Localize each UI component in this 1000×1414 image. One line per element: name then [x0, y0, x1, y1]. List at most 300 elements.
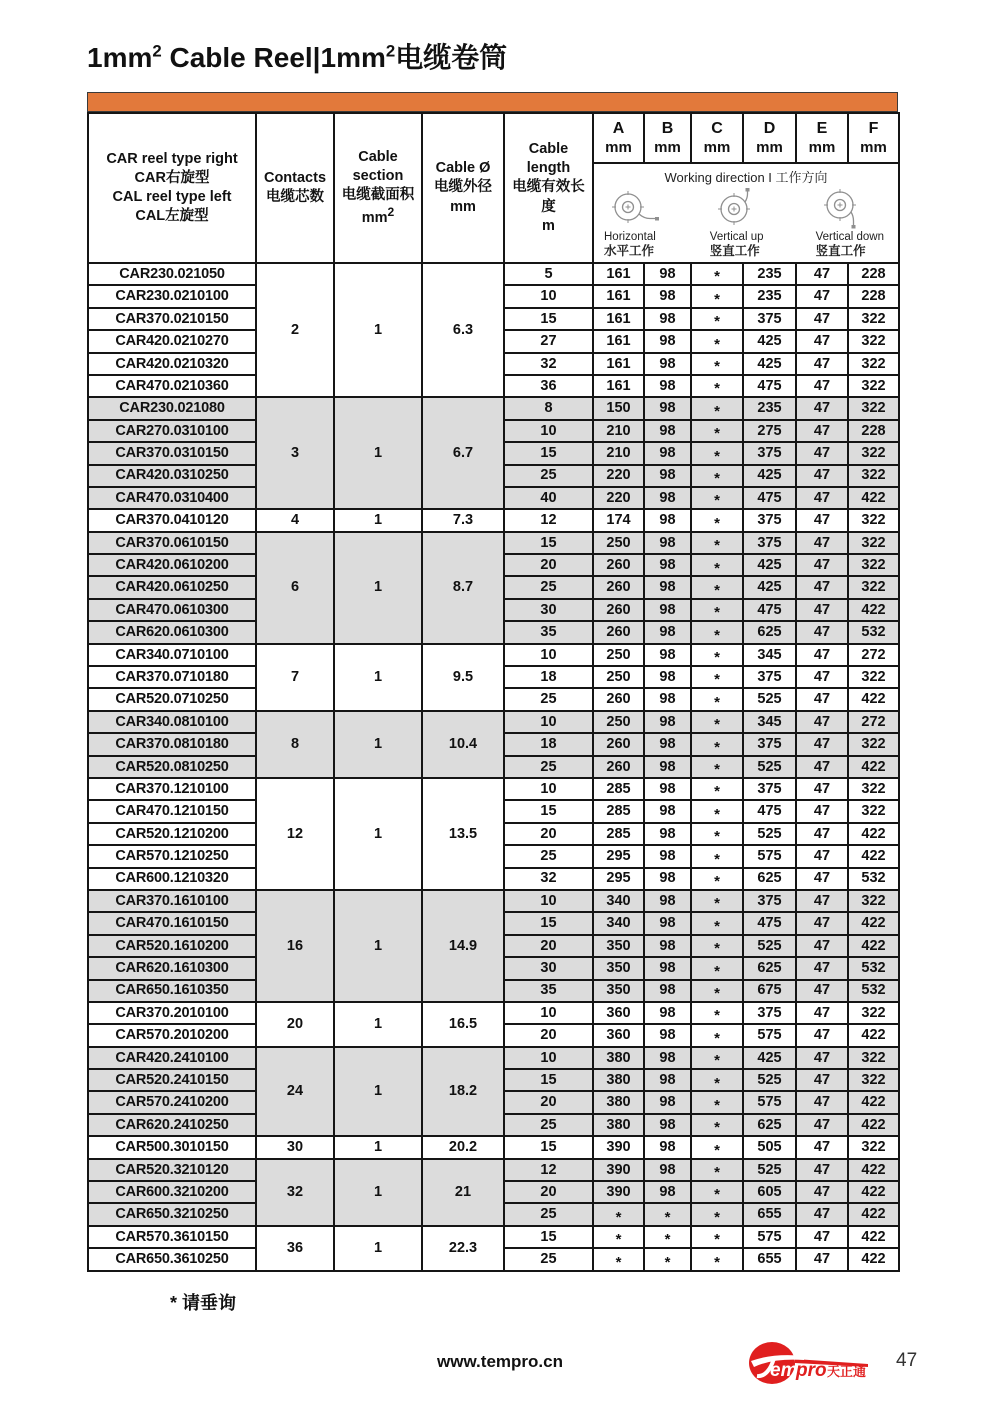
- dim-a-cell: 340: [593, 912, 644, 934]
- dim-c-cell: *: [691, 442, 743, 464]
- dim-c-cell: *: [691, 1069, 743, 1091]
- dim-a-cell: 390: [593, 1181, 644, 1203]
- dim-b-cell: *: [644, 1248, 691, 1270]
- dim-f-cell: 322: [848, 397, 899, 419]
- dim-d-cell: 575: [743, 1024, 796, 1046]
- dim-f-cell: 322: [848, 442, 899, 464]
- length-cell: 15: [504, 1226, 593, 1248]
- dim-b-cell: 98: [644, 800, 691, 822]
- dim-b-cell: 98: [644, 576, 691, 598]
- dim-b-cell: 98: [644, 823, 691, 845]
- model-cell: CAR500.3010150: [88, 1136, 256, 1158]
- dim-a-cell: 285: [593, 800, 644, 822]
- dim-b-cell: *: [644, 1203, 691, 1225]
- diameter-cell: 6.7: [422, 397, 504, 509]
- contacts-cell: 12: [256, 778, 334, 890]
- dim-d-cell: 655: [743, 1203, 796, 1225]
- diameter-cell: 7.3: [422, 509, 504, 531]
- dim-d-cell: 575: [743, 845, 796, 867]
- dim-d-cell: 275: [743, 420, 796, 442]
- dim-f-cell: 322: [848, 1002, 899, 1024]
- dim-c-cell: *: [691, 576, 743, 598]
- model-cell: CAR230.021080: [88, 397, 256, 419]
- dim-b-cell: 98: [644, 353, 691, 375]
- dim-e-cell: 47: [796, 397, 848, 419]
- model-cell: CAR470.0610300: [88, 599, 256, 621]
- dim-c-cell: *: [691, 621, 743, 643]
- dim-f-cell: 272: [848, 644, 899, 666]
- website-text: www.tempro.cn: [437, 1352, 563, 1371]
- model-cell: CAR370.0710180: [88, 666, 256, 688]
- model-cell: CAR650.3210250: [88, 1203, 256, 1225]
- length-cell: 10: [504, 890, 593, 912]
- dim-c-cell: *: [691, 890, 743, 912]
- dim-e-cell: 47: [796, 845, 848, 867]
- length-cell: 30: [504, 599, 593, 621]
- table-row: [88, 890, 899, 912]
- diameter-cell: 13.5: [422, 778, 504, 890]
- dim-a-cell: 161: [593, 330, 644, 352]
- dim-a-cell: 380: [593, 1114, 644, 1136]
- dim-c-cell: *: [691, 509, 743, 531]
- dim-e-cell: 47: [796, 353, 848, 375]
- dim-a-cell: 260: [593, 599, 644, 621]
- dim-e-cell: 47: [796, 532, 848, 554]
- dim-b-cell: 98: [644, 688, 691, 710]
- dim-b-cell: 98: [644, 397, 691, 419]
- model-cell: CAR570.1210250: [88, 845, 256, 867]
- length-cell: 20: [504, 823, 593, 845]
- model-cell: CAR650.1610350: [88, 980, 256, 1002]
- working-direction-block: [593, 163, 899, 263]
- section-cell: 1: [334, 890, 422, 1002]
- diameter-cell: 9.5: [422, 644, 504, 711]
- model-cell: CAR470.0210360: [88, 375, 256, 397]
- dim-column-header-b: B mm: [644, 113, 691, 163]
- model-cell: CAR620.0610300: [88, 621, 256, 643]
- dim-b-cell: 98: [644, 890, 691, 912]
- dim-d-cell: 375: [743, 308, 796, 330]
- dim-a-cell: 210: [593, 442, 644, 464]
- dim-b-cell: 98: [644, 980, 691, 1002]
- length-cell: 27: [504, 330, 593, 352]
- model-cell: CAR470.1210150: [88, 800, 256, 822]
- length-cell: 10: [504, 285, 593, 307]
- dim-a-cell: 220: [593, 465, 644, 487]
- length-cell: 20: [504, 554, 593, 576]
- section-cell: 1: [334, 532, 422, 644]
- length-cell: 25: [504, 1114, 593, 1136]
- dim-f-cell: 532: [848, 980, 899, 1002]
- dim-a-cell: 285: [593, 778, 644, 800]
- model-cell: CAR620.1610300: [88, 957, 256, 979]
- table-row: [88, 397, 899, 419]
- dim-d-cell: 235: [743, 285, 796, 307]
- dim-e-cell: 47: [796, 890, 848, 912]
- vertical-up-reel-icon: [710, 187, 768, 231]
- dim-d-cell: 345: [743, 644, 796, 666]
- dim-a-cell: 161: [593, 308, 644, 330]
- length-cell: 15: [504, 1136, 593, 1158]
- diameter-cell: 8.7: [422, 532, 504, 644]
- dim-e-cell: 47: [796, 644, 848, 666]
- dim-f-cell: 228: [848, 285, 899, 307]
- dim-f-cell: 228: [848, 420, 899, 442]
- tempro-logo: [747, 1336, 873, 1397]
- contacts-cell: 8: [256, 711, 334, 778]
- dim-a-cell: 350: [593, 980, 644, 1002]
- dim-a-cell: 340: [593, 890, 644, 912]
- dim-c-cell: *: [691, 1024, 743, 1046]
- model-cell: CAR370.0210150: [88, 308, 256, 330]
- dim-f-cell: 422: [848, 1159, 899, 1181]
- dim-e-cell: 47: [796, 1226, 848, 1248]
- contacts-cell: 32: [256, 1159, 334, 1226]
- dim-e-cell: 47: [796, 823, 848, 845]
- dim-a-cell: 260: [593, 576, 644, 598]
- working-direction-vertical-up: Vertical up 竖直工作: [710, 187, 768, 259]
- dim-b-cell: 98: [644, 1136, 691, 1158]
- contacts-column-header: Contacts 电缆芯数: [256, 113, 334, 263]
- dim-b-cell: 98: [644, 733, 691, 755]
- dim-c-cell: *: [691, 308, 743, 330]
- dim-e-cell: 47: [796, 1136, 848, 1158]
- length-cell: 32: [504, 868, 593, 890]
- footnote: * 请垂询: [170, 1293, 237, 1313]
- section-cell: 1: [334, 711, 422, 778]
- dim-c-cell: *: [691, 397, 743, 419]
- length-cell: 15: [504, 442, 593, 464]
- dim-c-cell: *: [691, 756, 743, 778]
- dim-b-cell: 98: [644, 1047, 691, 1069]
- dim-a-cell: 360: [593, 1002, 644, 1024]
- dim-c-cell: *: [691, 1181, 743, 1203]
- dim-e-cell: 47: [796, 442, 848, 464]
- model-cell: CAR340.0810100: [88, 711, 256, 733]
- vertical-down-reel-icon: [816, 187, 874, 231]
- dim-f-cell: 322: [848, 509, 899, 531]
- length-cell: 12: [504, 509, 593, 531]
- dim-b-cell: 98: [644, 1069, 691, 1091]
- dim-c-cell: *: [691, 644, 743, 666]
- dim-e-cell: 47: [796, 1114, 848, 1136]
- dim-a-cell: 295: [593, 868, 644, 890]
- contacts-cell: 6: [256, 532, 334, 644]
- logo-em-text: em: [770, 1360, 798, 1381]
- diameter-cell: 16.5: [422, 1002, 504, 1047]
- dim-b-cell: 98: [644, 308, 691, 330]
- contacts-cell: 36: [256, 1226, 334, 1271]
- dim-c-cell: *: [691, 330, 743, 352]
- spec-table: [87, 112, 900, 1272]
- dim-d-cell: 525: [743, 1159, 796, 1181]
- dim-d-cell: 655: [743, 1248, 796, 1270]
- dim-c-cell: *: [691, 711, 743, 733]
- page-title: $1mm^2$ Cable $Reel|1mm^2$电缆卷筒: [87, 41, 508, 73]
- dim-d-cell: 525: [743, 1069, 796, 1091]
- diameter-cell: 22.3: [422, 1226, 504, 1271]
- model-cell: CAR650.3610250: [88, 1248, 256, 1270]
- contacts-cell: 20: [256, 1002, 334, 1047]
- model-cell: CAR370.0610150: [88, 532, 256, 554]
- dim-e-cell: 47: [796, 800, 848, 822]
- model-cell: CAR520.0810250: [88, 756, 256, 778]
- dim-b-cell: 98: [644, 375, 691, 397]
- dim-c-cell: *: [691, 1136, 743, 1158]
- dim-d-cell: 475: [743, 912, 796, 934]
- table-row: [88, 644, 899, 666]
- dim-a-cell: 285: [593, 823, 644, 845]
- model-cell: CAR370.0410120: [88, 509, 256, 531]
- dim-c-cell: *: [691, 1248, 743, 1270]
- dim-e-cell: 47: [796, 957, 848, 979]
- dim-b-cell: 98: [644, 711, 691, 733]
- dim-e-cell: 47: [796, 263, 848, 285]
- dim-b-cell: 98: [644, 465, 691, 487]
- dim-b-cell: 98: [644, 442, 691, 464]
- dim-c-cell: *: [691, 733, 743, 755]
- length-cell: 12: [504, 1159, 593, 1181]
- logo-cn-text: 天正通: [827, 1364, 867, 1379]
- dim-c-cell: *: [691, 688, 743, 710]
- section-cell: 1: [334, 778, 422, 890]
- length-column-header: Cable length 电缆有效长 度 m: [504, 113, 593, 263]
- dim-d-cell: 375: [743, 890, 796, 912]
- dim-f-cell: 532: [848, 621, 899, 643]
- horizontal-reel-icon: [604, 187, 662, 231]
- dim-c-cell: *: [691, 1091, 743, 1113]
- section-cell: 1: [334, 1047, 422, 1137]
- dim-d-cell: 345: [743, 711, 796, 733]
- dim-d-cell: 475: [743, 487, 796, 509]
- dim-e-cell: 47: [796, 711, 848, 733]
- dim-c-cell: *: [691, 375, 743, 397]
- model-cell: CAR570.3610150: [88, 1226, 256, 1248]
- dim-a-cell: 250: [593, 644, 644, 666]
- dim-d-cell: 475: [743, 375, 796, 397]
- length-cell: 15: [504, 308, 593, 330]
- dim-a-cell: *: [593, 1203, 644, 1225]
- length-cell: 10: [504, 644, 593, 666]
- dim-d-cell: 375: [743, 1002, 796, 1024]
- diameter-cell: 6.3: [422, 263, 504, 397]
- model-cell: CAR520.2410150: [88, 1069, 256, 1091]
- dim-b-cell: 98: [644, 532, 691, 554]
- dim-d-cell: 425: [743, 330, 796, 352]
- dim-c-cell: *: [691, 420, 743, 442]
- dim-c-cell: *: [691, 285, 743, 307]
- dim-a-cell: 260: [593, 733, 644, 755]
- dim-f-cell: 322: [848, 666, 899, 688]
- dim-e-cell: 47: [796, 688, 848, 710]
- dim-e-cell: 47: [796, 330, 848, 352]
- dim-c-cell: *: [691, 465, 743, 487]
- working-direction-horizontal: Horizontal 水平工作: [604, 187, 662, 259]
- dim-e-cell: 47: [796, 778, 848, 800]
- dim-b-cell: 98: [644, 554, 691, 576]
- dim-column-header-a: A mm: [593, 113, 644, 163]
- dim-b-cell: 98: [644, 509, 691, 531]
- model-cell: CAR270.0310100: [88, 420, 256, 442]
- logo-pro-text: pro: [796, 1360, 827, 1381]
- dim-f-cell: 228: [848, 263, 899, 285]
- dim-b-cell: 98: [644, 285, 691, 307]
- dim-a-cell: 350: [593, 957, 644, 979]
- dim-b-cell: 98: [644, 868, 691, 890]
- dim-d-cell: 575: [743, 1091, 796, 1113]
- dim-d-cell: 235: [743, 263, 796, 285]
- dim-c-cell: *: [691, 823, 743, 845]
- table-row: [88, 1159, 899, 1181]
- dim-f-cell: 322: [848, 800, 899, 822]
- diameter-cell: 21: [422, 1159, 504, 1226]
- length-cell: 35: [504, 980, 593, 1002]
- dim-f-cell: 422: [848, 1024, 899, 1046]
- dim-c-cell: *: [691, 935, 743, 957]
- dim-a-cell: 380: [593, 1091, 644, 1113]
- length-cell: 25: [504, 465, 593, 487]
- model-cell: CAR520.0710250: [88, 688, 256, 710]
- dim-a-cell: 380: [593, 1069, 644, 1091]
- working-direction-title: Working direction I 工作方向: [664, 170, 828, 185]
- dim-a-cell: 210: [593, 420, 644, 442]
- model-cell: CAR570.2410200: [88, 1091, 256, 1113]
- dim-f-cell: 322: [848, 733, 899, 755]
- dim-e-cell: 47: [796, 868, 848, 890]
- model-cell: CAR570.2010200: [88, 1024, 256, 1046]
- length-cell: 15: [504, 532, 593, 554]
- section-cell: 1: [334, 1159, 422, 1226]
- dim-f-cell: 322: [848, 890, 899, 912]
- dim-f-cell: 422: [848, 823, 899, 845]
- dim-a-cell: 260: [593, 621, 644, 643]
- dim-f-cell: 322: [848, 554, 899, 576]
- length-cell: 20: [504, 1024, 593, 1046]
- contacts-cell: 24: [256, 1047, 334, 1137]
- dim-b-cell: 98: [644, 1114, 691, 1136]
- length-cell: 10: [504, 1002, 593, 1024]
- length-cell: 18: [504, 666, 593, 688]
- dim-e-cell: 47: [796, 1091, 848, 1113]
- dim-b-cell: 98: [644, 621, 691, 643]
- dim-b-cell: 98: [644, 957, 691, 979]
- section-cell: 1: [334, 1226, 422, 1271]
- dim-c-cell: *: [691, 800, 743, 822]
- section-cell: 1: [334, 1136, 422, 1158]
- dim-a-cell: 260: [593, 756, 644, 778]
- dim-e-cell: 47: [796, 1181, 848, 1203]
- dim-d-cell: 475: [743, 599, 796, 621]
- dim-f-cell: 322: [848, 353, 899, 375]
- dim-d-cell: 525: [743, 688, 796, 710]
- model-cell: CAR420.2410100: [88, 1047, 256, 1069]
- length-cell: 15: [504, 1069, 593, 1091]
- dim-column-header-e: E mm: [796, 113, 848, 163]
- dim-e-cell: 47: [796, 1069, 848, 1091]
- dim-d-cell: 375: [743, 509, 796, 531]
- dim-e-cell: 47: [796, 1002, 848, 1024]
- table-row: [88, 1002, 899, 1024]
- dim-column-header-f: F mm: [848, 113, 899, 163]
- table-row: [88, 263, 899, 285]
- length-cell: 25: [504, 845, 593, 867]
- dim-f-cell: 422: [848, 845, 899, 867]
- dim-b-cell: 98: [644, 330, 691, 352]
- dim-d-cell: 235: [743, 397, 796, 419]
- length-cell: 20: [504, 1181, 593, 1203]
- dim-b-cell: 98: [644, 845, 691, 867]
- dim-b-cell: 98: [644, 599, 691, 621]
- dim-d-cell: 625: [743, 621, 796, 643]
- dim-b-cell: 98: [644, 1181, 691, 1203]
- diameter-cell: 14.9: [422, 890, 504, 1002]
- model-cell: CAR340.0710100: [88, 644, 256, 666]
- dim-d-cell: 625: [743, 957, 796, 979]
- dim-c-cell: *: [691, 912, 743, 934]
- dim-f-cell: 422: [848, 1226, 899, 1248]
- dim-e-cell: 47: [796, 308, 848, 330]
- dim-e-cell: 47: [796, 666, 848, 688]
- page-number: 47: [896, 1350, 918, 1371]
- dim-c-cell: *: [691, 1226, 743, 1248]
- length-cell: 10: [504, 420, 593, 442]
- section-cell: 1: [334, 644, 422, 711]
- dim-a-cell: 380: [593, 1047, 644, 1069]
- dim-a-cell: *: [593, 1248, 644, 1270]
- model-cell: CAR420.0210270: [88, 330, 256, 352]
- dim-f-cell: 422: [848, 487, 899, 509]
- contacts-cell: 30: [256, 1136, 334, 1158]
- dim-c-cell: *: [691, 532, 743, 554]
- dim-e-cell: 47: [796, 487, 848, 509]
- model-cell: CAR420.0210320: [88, 353, 256, 375]
- length-cell: 8: [504, 397, 593, 419]
- length-cell: 25: [504, 688, 593, 710]
- model-cell: CAR370.1610100: [88, 890, 256, 912]
- length-cell: 25: [504, 576, 593, 598]
- dim-c-cell: *: [691, 599, 743, 621]
- model-cell: CAR230.0210100: [88, 285, 256, 307]
- dim-e-cell: 47: [796, 935, 848, 957]
- dim-d-cell: 425: [743, 353, 796, 375]
- dim-e-cell: 47: [796, 756, 848, 778]
- dim-f-cell: 422: [848, 1114, 899, 1136]
- dim-f-cell: 422: [848, 1203, 899, 1225]
- dim-f-cell: 422: [848, 1181, 899, 1203]
- dim-f-cell: 322: [848, 1069, 899, 1091]
- diameter-cell: 10.4: [422, 711, 504, 778]
- dim-f-cell: 322: [848, 1047, 899, 1069]
- dim-f-cell: 422: [848, 756, 899, 778]
- table-row: [88, 778, 899, 800]
- dim-a-cell: 161: [593, 375, 644, 397]
- dim-d-cell: 625: [743, 868, 796, 890]
- dim-f-cell: 322: [848, 465, 899, 487]
- dim-f-cell: 322: [848, 778, 899, 800]
- dim-b-cell: 98: [644, 1024, 691, 1046]
- dim-d-cell: 425: [743, 465, 796, 487]
- dim-f-cell: 322: [848, 330, 899, 352]
- length-cell: 25: [504, 1248, 593, 1270]
- dim-e-cell: 47: [796, 980, 848, 1002]
- dim-a-cell: 260: [593, 688, 644, 710]
- dim-f-cell: 532: [848, 957, 899, 979]
- dim-e-cell: 47: [796, 420, 848, 442]
- dim-c-cell: *: [691, 666, 743, 688]
- dim-c-cell: *: [691, 1047, 743, 1069]
- dim-e-cell: 47: [796, 1024, 848, 1046]
- dim-f-cell: 322: [848, 308, 899, 330]
